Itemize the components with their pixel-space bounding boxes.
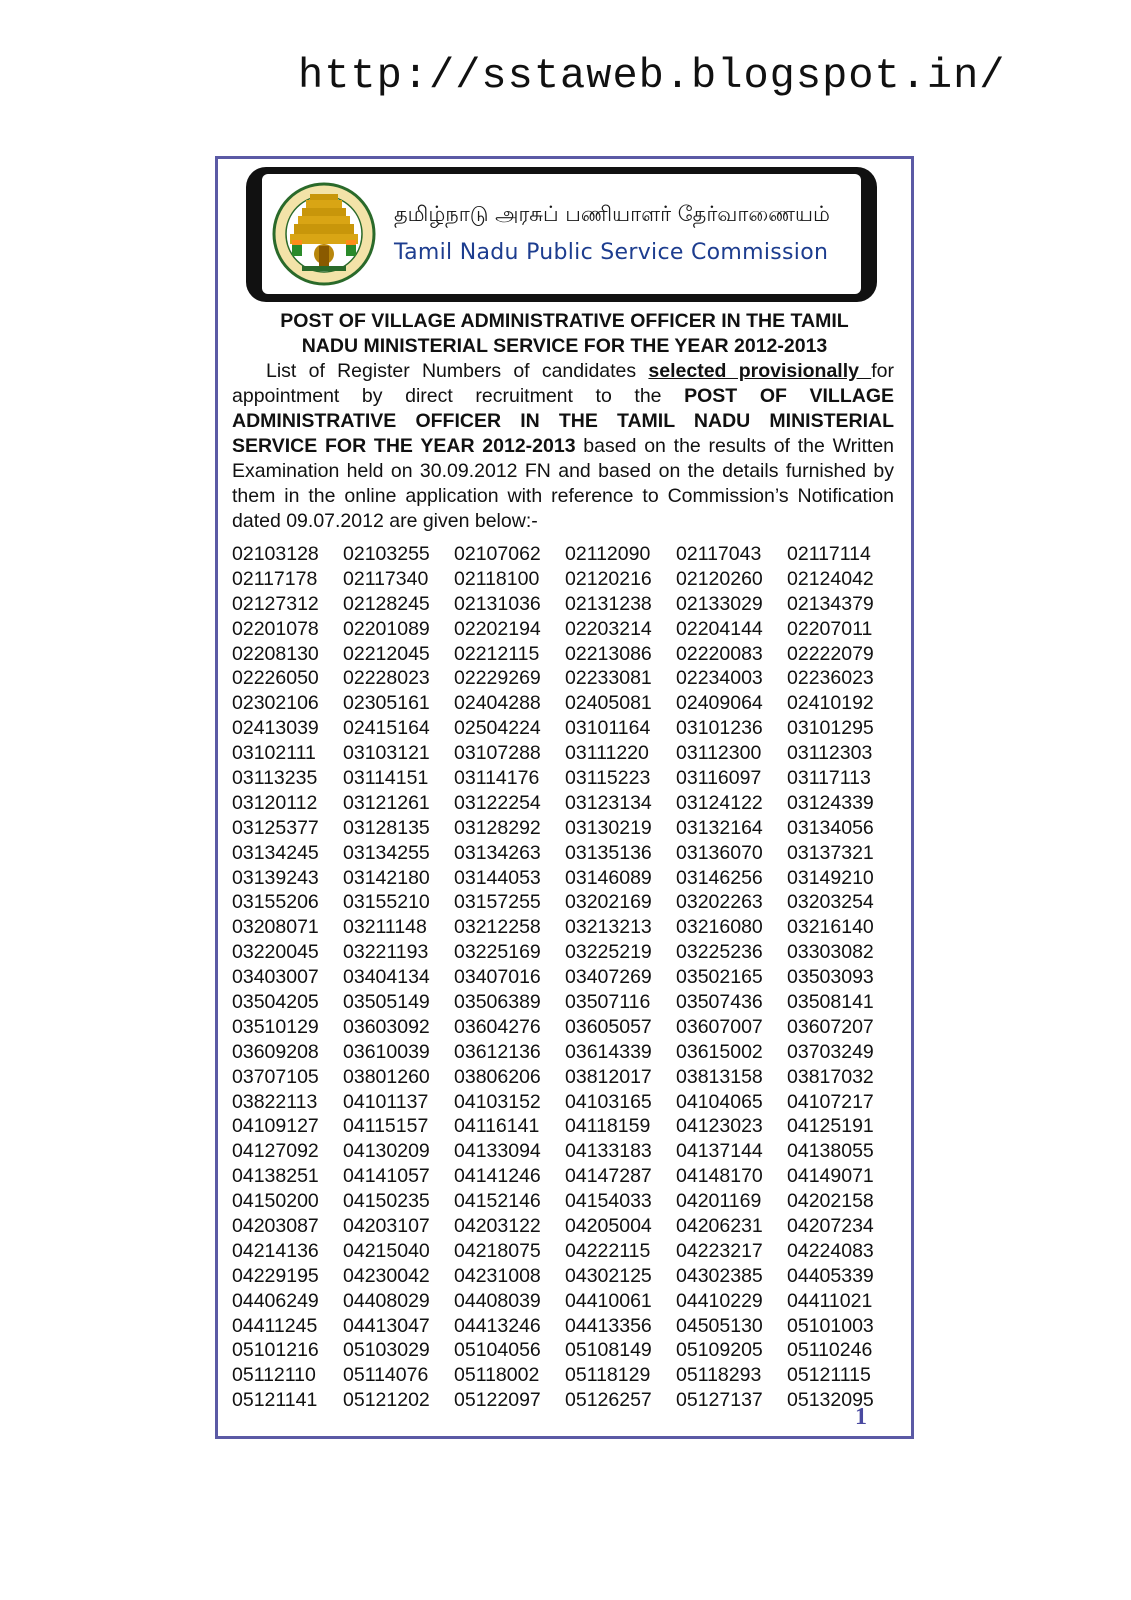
register-number: 02212045 [343,642,430,665]
register-number: 02208130 [232,642,319,665]
register-number: 02202194 [454,617,541,640]
table-row [232,1065,902,1090]
register-number: 04203087 [232,1214,319,1237]
register-number: 03502165 [676,966,763,989]
register-number: 03220045 [232,941,319,964]
register-number: 04125191 [787,1115,874,1138]
register-number: 03801260 [343,1065,430,1088]
register-number: 03507116 [565,990,651,1013]
register-number: 03508141 [787,990,874,1013]
register-number: 02410192 [787,692,874,715]
register-number: 04202158 [787,1190,874,1213]
register-number: 04203122 [454,1214,541,1237]
register-number: 04218075 [454,1239,541,1262]
table-row [232,1040,902,1065]
register-number: 02134379 [787,592,874,615]
register-number: 03612136 [454,1040,541,1063]
table-row [232,542,902,567]
register-number: 03124122 [676,791,763,814]
register-number: 04230042 [343,1264,430,1287]
register-number: 03122254 [454,791,541,814]
register-number: 04411245 [232,1314,318,1337]
register-number: 05121202 [343,1389,430,1412]
register-number: 04133094 [454,1140,541,1163]
register-number: 02201078 [232,617,319,640]
page-number: 1 [855,1404,867,1430]
register-number: 03806206 [454,1065,541,1088]
register-number: 04150200 [232,1190,319,1213]
register-number: 02201089 [343,617,430,640]
register-number: 04229195 [232,1264,319,1287]
register-number: 04408039 [454,1289,541,1312]
register-number: 04149071 [787,1165,874,1188]
register-number: 02203214 [565,617,652,640]
register-number: 04148170 [676,1165,763,1188]
register-number: 04115157 [343,1115,429,1138]
register-number: 03813158 [676,1065,763,1088]
register-number: 03303082 [787,941,874,964]
register-number: 03134245 [232,841,319,864]
english-commission-name: Tamil Nadu Public Service Commission [394,240,829,265]
register-number: 03202169 [565,891,652,914]
register-number: 02120260 [676,567,763,590]
table-row [232,1339,902,1364]
register-number: 02404288 [454,692,541,715]
register-number: 04141246 [454,1165,541,1188]
register-number: 03112300 [676,742,762,765]
register-number: 03225169 [454,941,541,964]
register-number: 02409064 [676,692,763,715]
register-number: 05104056 [454,1339,541,1362]
register-number: 03115223 [565,766,651,789]
register-number: 03124339 [787,791,874,814]
register-number: 03403007 [232,966,319,989]
register-number: 05122097 [454,1389,541,1412]
register-number: 02305161 [343,692,430,715]
register-number: 02415164 [343,717,430,740]
register-number: 03102111 [232,742,316,765]
register-number: 02220083 [676,642,763,665]
intro-part-2: for appointment by direct recruitment to the [232,360,894,407]
register-number: 03407016 [454,966,541,989]
register-number: 03134263 [454,841,541,864]
register-number: 04411021 [787,1289,873,1312]
table-row [232,990,902,1015]
register-number: 02504224 [454,717,541,740]
table-row [232,890,902,915]
table-row [232,592,902,617]
table-row [232,642,902,667]
post-title-line-1: POST OF VILLAGE ADMINISTRATIVE OFFICER IN THE TAMIL [280,310,849,332]
register-number: 03503093 [787,966,874,989]
blog-url-watermark: http://sstaweb.blogspot.in/ [298,52,1006,100]
document-frame [215,156,914,1439]
register-number: 02213086 [565,642,652,665]
register-number: 04137144 [676,1140,763,1163]
register-number: 04109127 [232,1115,319,1138]
register-number: 02131238 [565,592,652,615]
intro-part-1: List of Register Numbers of candidates [266,360,649,382]
register-number: 03404134 [343,966,430,989]
register-number: 05118129 [565,1364,651,1387]
table-row [232,567,902,592]
register-number: 03157255 [454,891,541,914]
register-number: 04133183 [565,1140,652,1163]
register-number: 03607007 [676,1015,763,1038]
register-number: 02133029 [676,592,763,615]
register-number: 03114176 [454,766,540,789]
register-number: 05132095 [787,1389,874,1412]
register-number: 03703249 [787,1040,874,1063]
table-row [232,816,902,841]
register-number: 05118002 [454,1364,540,1387]
table-row [232,617,902,642]
register-number: 03134056 [787,816,874,839]
register-number: 03132164 [676,816,763,839]
table-row [232,1314,902,1339]
register-number: 04206231 [676,1214,763,1237]
register-number: 03614339 [565,1040,652,1063]
register-number: 04405339 [787,1264,874,1287]
register-number: 02117043 [676,542,762,565]
register-number: 04207234 [787,1214,874,1237]
register-number: 03142180 [343,866,430,889]
table-row [232,965,902,990]
register-number: 02131036 [454,592,541,615]
register-number: 03101295 [787,717,874,740]
register-number: 03149210 [787,866,874,889]
table-row [232,1289,902,1314]
register-number: 05114076 [343,1364,429,1387]
table-row [232,1164,902,1189]
register-number: 03507436 [676,990,763,1013]
register-number: 02212115 [454,642,540,665]
register-number: 03128135 [343,816,430,839]
table-row [232,1114,902,1139]
register-number: 02117114 [787,542,871,565]
register-number: 03155206 [232,891,319,914]
register-number: 03120112 [232,791,318,814]
post-title [218,309,911,359]
tamil-commission-name: தமிழ்நாடு அரசுப் பணியாளர் தேர்வாணையம் [394,202,830,226]
register-number: 04222115 [565,1239,651,1262]
register-number: 04413356 [565,1314,652,1337]
register-number: 03125377 [232,816,319,839]
register-number: 02413039 [232,717,319,740]
register-number: 02405081 [565,692,652,715]
register-number: 03812017 [565,1065,652,1088]
register-number: 05127137 [676,1389,763,1412]
register-number: 03607207 [787,1015,874,1038]
register-number: 03101236 [676,717,763,740]
register-number: 02226050 [232,667,319,690]
register-number: 04127092 [232,1140,319,1163]
table-row [232,940,902,965]
register-number: 03615002 [676,1040,763,1063]
register-number: 03610039 [343,1040,430,1063]
register-number: 04138055 [787,1140,874,1163]
register-number: 03504205 [232,990,319,1013]
tamil-nadu-emblem-icon [272,180,376,288]
register-number: 04103165 [565,1090,652,1113]
register-number: 03221193 [343,941,429,964]
register-number: 03137321 [787,841,874,864]
register-number: 03103121 [343,742,430,765]
register-number: 02127312 [232,592,319,615]
table-row [232,1239,902,1264]
register-number: 03604276 [454,1015,541,1038]
register-number: 02112090 [565,542,651,565]
register-number: 04116141 [454,1115,540,1138]
register-number: 04152146 [454,1190,541,1213]
register-number: 03202263 [676,891,763,914]
register-number: 05110246 [787,1339,873,1362]
register-number: 03225219 [565,941,652,964]
table-row [232,915,902,940]
register-number: 03211148 [343,916,427,939]
register-number: 03101164 [565,717,651,740]
register-number: 05103029 [343,1339,430,1362]
register-number: 04413047 [343,1314,430,1337]
register-number: 04201169 [676,1190,762,1213]
register-number: 02204144 [676,617,763,640]
register-number: 03212258 [454,916,541,939]
register-number: 04107217 [787,1090,874,1113]
register-number: 04410229 [676,1289,763,1312]
register-number: 03134255 [343,841,430,864]
register-number: 03605057 [565,1015,652,1038]
register-number: 05121115 [787,1364,871,1387]
register-number: 02107062 [454,542,541,565]
table-row [232,1090,902,1115]
table-row [232,1015,902,1040]
register-number: 03213213 [565,916,652,939]
register-number: 02124042 [787,567,874,590]
selected-provisionally-text: selected provisionally [648,360,872,382]
table-row [232,1189,902,1214]
register-number: 04302385 [676,1264,763,1287]
register-number: 04130209 [343,1140,430,1163]
register-number: 02117340 [343,567,429,590]
register-number: 03111220 [565,742,649,765]
register-number: 03208071 [232,916,319,939]
register-number: 04231008 [454,1264,541,1287]
register-number: 02117178 [232,567,318,590]
table-row [232,1388,902,1413]
register-number: 02233081 [565,667,652,690]
table-row [232,791,902,816]
register-number: 04406249 [232,1289,319,1312]
register-number: 03121261 [343,791,430,814]
register-number: 03112303 [787,742,873,765]
register-number: 04154033 [565,1190,652,1213]
register-number: 03114151 [343,766,429,789]
register-number: 03146089 [565,866,652,889]
register-number: 03130219 [565,816,652,839]
table-row [232,1363,902,1388]
table-row [232,841,902,866]
tnpsc-header-inner [262,174,861,294]
register-number: 02207011 [787,617,873,640]
register-number: 03155210 [343,891,430,914]
register-number: 05118293 [676,1364,762,1387]
register-number: 03603092 [343,1015,430,1038]
register-number: 03609208 [232,1040,319,1063]
register-number: 02128245 [343,592,430,615]
table-row [232,1264,902,1289]
register-number: 03117113 [787,766,871,789]
register-number: 04123023 [676,1115,763,1138]
register-number: 04103152 [454,1090,541,1113]
register-number: 03506389 [454,990,541,1013]
register-number: 02120216 [565,567,652,590]
register-number: 03203254 [787,891,874,914]
register-number: 04410061 [565,1289,652,1312]
register-number: 04408029 [343,1289,430,1312]
register-number: 04104065 [676,1090,763,1113]
register-number: 03510129 [232,1015,319,1038]
register-number: 02229269 [454,667,541,690]
register-number: 03407269 [565,966,652,989]
register-number: 04138251 [232,1165,319,1188]
register-number: 02103128 [232,542,319,565]
table-row [232,716,902,741]
register-number: 04101137 [343,1090,429,1113]
register-number: 04205004 [565,1214,652,1237]
tnpsc-header [246,167,877,302]
register-number: 03107288 [454,742,541,765]
register-number: 03146256 [676,866,763,889]
register-number: 03135136 [565,841,652,864]
post-title-line-2: NADU MINISTERIAL SERVICE FOR THE YEAR 2012-2013 [301,335,828,357]
table-row [232,1214,902,1239]
register-number: 04223217 [676,1239,763,1262]
register-number: 02236023 [787,667,874,690]
table-row [232,766,902,791]
register-number: 05108149 [565,1339,652,1362]
register-number: 03123134 [565,791,652,814]
register-number: 03505149 [343,990,430,1013]
register-number: 04224083 [787,1239,874,1262]
register-number: 05126257 [565,1389,652,1412]
table-row [232,866,902,891]
register-number: 05101216 [232,1339,319,1362]
register-number: 04150235 [343,1190,430,1213]
intro-post-name: POST OF VILLAGE ADMINISTRATIVE OFFICER IN THE TAMIL NADU MINISTERIAL SERVICE FOR THE YEAR 2012-2013 [232,385,895,457]
register-number: 03144053 [454,866,541,889]
register-number: 04215040 [343,1239,430,1262]
register-number: 03116097 [676,766,762,789]
register-number: 05112110 [232,1364,316,1387]
register-number: 03128292 [454,816,541,839]
register-number: 03817032 [787,1065,874,1088]
register-number: 04203107 [343,1214,430,1237]
register-number: 02228023 [343,667,430,690]
register-number: 03216140 [787,916,874,939]
register-number: 03216080 [676,916,763,939]
register-number: 02103255 [343,542,430,565]
register-number: 04214136 [232,1239,319,1262]
register-numbers-table [232,542,902,1413]
register-number: 02302106 [232,692,319,715]
register-number: 03822113 [232,1090,318,1113]
table-row [232,666,902,691]
register-number: 03707105 [232,1065,319,1088]
register-number: 04141057 [343,1165,430,1188]
register-number: 04118159 [565,1115,651,1138]
register-number: 05109205 [676,1339,763,1362]
register-number: 05121141 [232,1389,318,1412]
register-number: 02118100 [454,567,540,590]
register-number: 04302125 [565,1264,652,1287]
intro-part-3: based on the results of the Written Examination held on 30.09.2012 FN and based on the details furnished by them in the online application with reference to Commission’s Notification dated 09.07.2012 are given below:- [232,435,895,532]
table-row [232,1139,902,1164]
register-number: 04505130 [676,1314,763,1337]
register-number: 03113235 [232,766,318,789]
register-number: 05101003 [787,1314,874,1337]
table-row [232,741,902,766]
register-number: 02234003 [676,667,763,690]
register-number: 03136070 [676,841,763,864]
register-number: 03139243 [232,866,319,889]
intro-paragraph [232,359,894,534]
register-number: 02222079 [787,642,874,665]
register-number: 04147287 [565,1165,652,1188]
table-row [232,691,902,716]
register-number: 04413246 [454,1314,541,1337]
register-number: 03225236 [676,941,763,964]
